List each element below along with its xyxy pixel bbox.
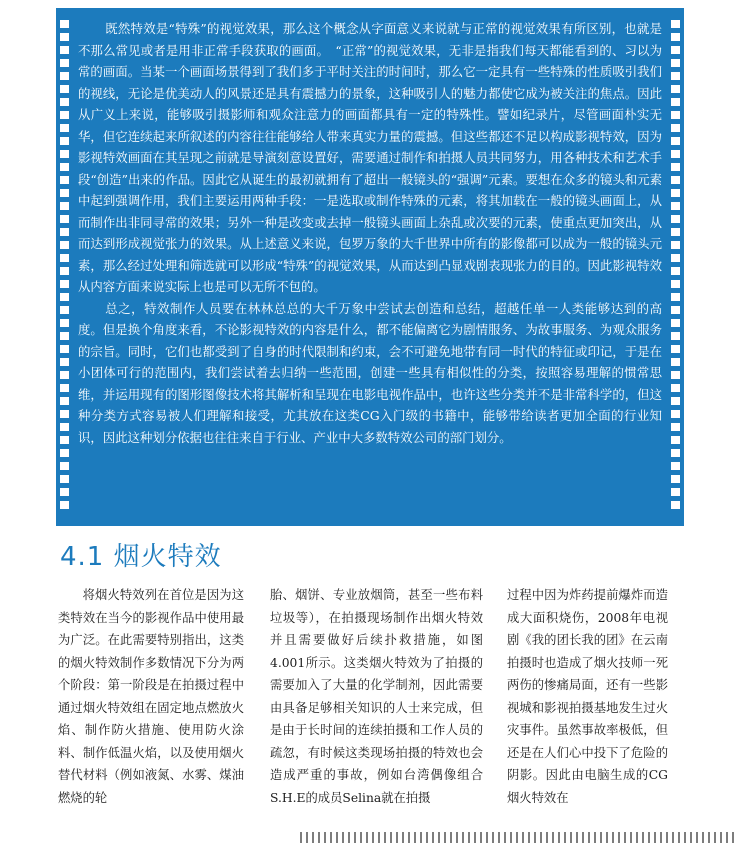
body-column-3 bbox=[507, 584, 668, 816]
body-column-2-text: 胎、烟饼、专业放烟筒，甚至一些布料垃圾等），在拍摄现场制作出烟火特效并且需要做好后续扑救措施，如图4.001所示。这类烟火特效为了拍摄的需要加入了大量的化学制剂，因此需要由具备足够相关知识的人士来完成，但是由于长时间的连续拍摄和工作人员的疏忽，有时候这类现场拍摄的特效也会造成严重的事故，例如台湾偶像组合S.H.E的成员Selina就在拍摄 bbox=[270, 588, 483, 805]
intro-paragraph-2: 总之，特效制作人员要在林林总总的大千万象中尝试去创造和总结，超越任单一人类能够达到的高度。但是换个角度来看，不论影视特效的内容是什么，都不能偏离它为剧情服务、为故事服务、为观众服务的宗旨。同时，它们也都受到了自身的时代限制和约束，会不可避免地带有同一时代的特征或印记，于是在小团体可行的范围内，我们尝试着去归纳一些范围，创建一些具有相似性的分类，按照容易理解的惯常思维，并运用现有的图形图像技术将其解析和呈现在电影电视作品中，也许这些分类并不是非常科学的，但这种分类方式容易被人们理解和接受，尤其放在这类CG入门级的书籍中，能够带给读者更加全面的行业知识，因此这种划分依据也往往来自于行业、产业中大多数特效公司的部门划分。 bbox=[78, 300, 662, 445]
intro-paragraph-1: 既然特效是“特殊”的视觉效果，那么这个概念从字面意义来说就与正常的视觉效果有所区别，也就是不那么常见或者是用非正常手段获取的画面。 “正常”的视觉效果，无非是指我们每天都能看到的、习以为常的画面。当某一个画面场景得到了我们多于平时关注的时间时，那么它一定具有一些特殊的性质吸引我们的视线，无论是优美动人的风景还是具有震撼力的景象，这种吸引人的魅力都使它成为被关注的焦点。因此从广义上来说，能够吸引摄影师和观众注意力的画面都具有一定的特殊性。譬如纪录片，尽管画面朴实无华，但它连续起来所叙述的内容往往能够给人带来真实力量的震撼。但这些都还不足以构成影视特效，因为影视特效画面在其呈现之前就是导演刻意设置好，需要通过制作和拍摄人员共同努力，用各种技术和艺术手段“创造”出来的作品。因此它从诞生的最初就拥有了超出一般镜头的“强调”元素。要想在众多的镜头和元素中起到强调作用，我们主要运用两种手段：一是选取或制作特殊的元素，将其加载在一般的镜头画面上，从而制作出非同寻常的效果；另外一种是改变或去掉一般镜头画面上杂乱或次要的元素，使重点更加突出，从而达到形成视觉张力的效果。从上述意义来说，包罗万象的大千世界中所有的影像都可以成为一般的镜头元素，那么经过处理和筛选就可以形成“特殊”的视觉效果，从而达到凸显戏剧表现张力的目的。因此影视特效从内容方面来说实际上也是可以无所不包的。 bbox=[78, 21, 662, 294]
page-footer-barcode-decoration bbox=[300, 832, 738, 843]
filmstrip-sprocket-holes-left bbox=[60, 20, 69, 514]
section-title: 4.1 烟火特效 bbox=[60, 542, 222, 572]
intro-text bbox=[78, 18, 662, 518]
body-column-1-text: 将烟火特效列在首位是因为这类特效在当今的影视作品中使用最为广泛。在此需要特别指出，这类的烟火特效制作多数情况下分为两个阶段：第一阶段是在拍摄过程中通过烟火特效组在固定地点燃放火焰、制作防火措施、使用防火涂料、制作低温火焰，以及使用烟火替代材料（例如液氮、水雾、煤油燃烧的轮 bbox=[58, 588, 244, 805]
intro-filmstrip-box bbox=[56, 8, 684, 526]
body-column-2 bbox=[270, 584, 483, 816]
body-column-3-text: 过程中因为炸药提前爆炸而造成大面积烧伤，2008年电视剧《我的团长我的团》在云南拍摄时也造成了烟火技师一死两伤的惨痛局面，还有一些影视城和影视拍摄基地发生过火灾事件。虽然事故率极低，但还是在人们心中投下了危险的阴影。因此由电脑生成的CG烟火特效在 bbox=[507, 588, 668, 805]
filmstrip-sprocket-holes-right bbox=[671, 20, 680, 514]
body-column-1 bbox=[58, 584, 244, 816]
